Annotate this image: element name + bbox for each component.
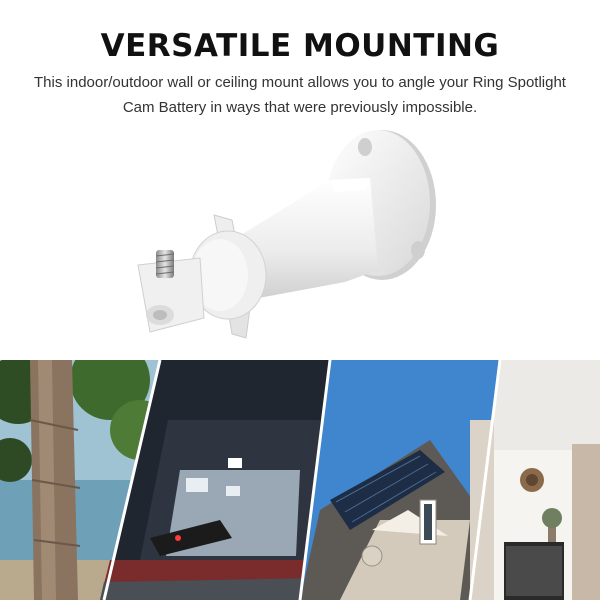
page-title: VERSATILE MOUNTING [100,28,500,64]
usage-scenes-strip [0,360,600,600]
wall-mount-bracket-icon [0,125,600,355]
wall-mount-bracket-image [0,125,600,355]
product-description: This indoor/outdoor wall or ceiling mount allows you to angle your Ring Spotlight Cam Battery in ways that were previously impossible. [34,74,566,116]
